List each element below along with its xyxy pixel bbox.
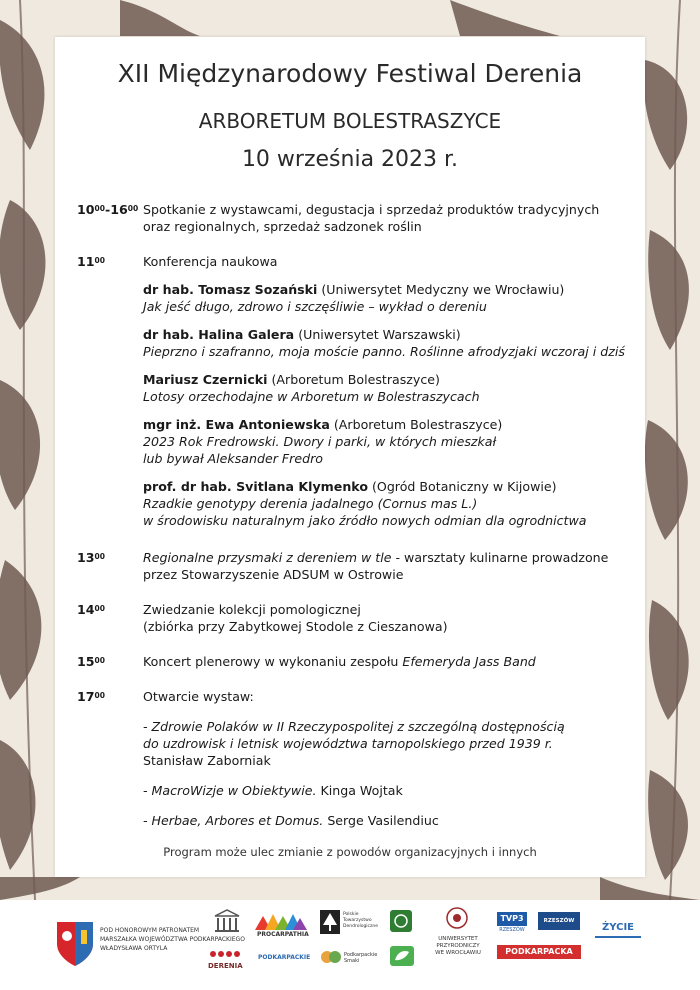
speaker-item [143,416,637,467]
time-label: $17^{00}$ [77,689,105,704]
band-name: Efemeryda Jass Band [402,654,536,669]
speaker-affiliation: (Uniwersytet Warszawski) [294,327,461,342]
radio-rzeszow-logo: RZESZÓW [538,912,580,930]
exhibition-title: do uzdrowisk i letnisk województwa tarnopolskiego przed 1939 r. [143,736,553,751]
exhibition-title: - MacroWizje w Obiektywie. [143,783,317,798]
talk-title: L.) [457,496,478,511]
time-label: $10^{00}-16^{00}$ [77,202,139,217]
zycie-logo: ŻYCIE [595,920,641,938]
speaker-affiliation: (Arboretum Bolestraszyce) [329,417,503,432]
sponsor-logos-bar [0,900,700,990]
exhibition-item [143,782,637,799]
entry-label: Konferencja naukowa [143,254,278,269]
entry-text: Zwiedzanie kolekcji pomologicznej [143,602,361,617]
speaker-name: Mariusz Czernicki [143,372,268,387]
speaker-affiliation: (Arboretum Bolestraszyce) [267,372,440,387]
procarpathia-mountains-icon [255,912,307,930]
smaki-icon [320,950,342,964]
entry-text: Koncert plenerowy w wykonaniu zespołu [143,654,403,669]
building-icon [213,908,241,934]
talk-title: Jak jeść długo, zdrowo i szczęśliwie – wykład o dereniu [143,299,487,314]
green-emblem-icon [390,910,412,932]
university-crest-icon [446,906,468,930]
event-date: 10 września 2023 r. [241,147,459,172]
speaker-name: prof. dr hab. Svitlana Klymenko [143,479,368,494]
program-card [55,37,645,877]
entry-text: przez Stowarzyszenie ADSUM w Ostrowie [143,567,404,582]
talk-title: Lotosy orzechodajne w Arboretum w Bolestraszycach [143,389,480,404]
speaker-item [143,371,637,405]
university-logo-text: UNIWERSYTET PRZYRODNICZY WE WROCŁAWIU [435,936,481,956]
entry-text: Spotkanie z wystawcami, degustacja i sprzedaż produktów tradycyjnych [143,202,600,217]
exhibition-item [143,812,637,829]
program-entry-17 [77,688,637,829]
festival-title: XII Międzynarodowy Festiwal Derenia [117,59,583,88]
speaker-item [143,478,637,529]
speaker-affiliation: (Ogród Botaniczny w Kijowie) [367,479,557,494]
podkarpackie-logo-text: PODKARPACKIE [258,954,311,961]
workshop-title: Regionalne przysmaki z dereniem w tle [143,550,392,565]
green-leaf-icon [390,946,414,966]
exhibition-author: Stanisław Zaborniak [143,753,271,768]
time-label: $15^{00}$ [77,654,105,669]
exhibition-title: - Zdrowie Polaków w II Rzeczypospolitej z szczególną dostępnością [143,719,565,734]
speaker-name: mgr inż. Ewa Antoniewska [143,417,330,432]
smaki-logo-text: Podkarpackie Smaki [344,952,378,964]
program-entry-15 [77,653,637,670]
derenia-logo-text: DERENIA [208,962,243,970]
entry-text: - warsztaty kulinarne prowadzone [391,550,609,565]
talk-title: Pieprzno i szafranno, moja moście panno. Roślinne afrodyzjaki wczoraj i dziś [143,344,625,359]
speaker-affiliation: (Uniwersytet Medyczny we Wrocławiu) [317,282,565,297]
talk-title: 2023 Rok Fredrowski. Dwory i parki, w których mieszkał [143,434,497,449]
disclaimer-note: Program może ulec zmianie z powodów organizacyjnych i innych [163,845,537,859]
tree-icon [320,910,340,934]
entry-label: Otwarcie wystaw: [143,689,254,704]
procarpathia-logo-text: PROCARPATHIA [257,931,309,938]
coat-of-arms-icon [55,918,95,968]
talk-title: Rzadkie genotypy derenia jadalnego ( [143,496,383,511]
time-label: $14^{00}$ [77,602,105,617]
time-label: $11^{00}$ [77,254,105,269]
society-logo-text: Polskie Towarzystwo Dendrologiczne [343,912,379,929]
speaker-item [143,326,637,360]
entry-text: (zbiórka przy Zabytkowej Stodole z Cieszanowa) [143,619,448,634]
exhibition-item [143,718,637,769]
tv-podkarpacka-logo: PODKARPACKA [497,945,581,959]
speaker-name: dr hab. Halina Galera [143,327,295,342]
exhibition-author: Kinga Wojtak [316,783,403,798]
program-entry-11 [77,253,637,529]
talk-title: w środowisku naturalnym jako źródło nowych odmian dla ogrodnictwa [143,513,587,528]
entry-text: oraz regionalnych, sprzedaż sadzonek roślin [143,219,422,234]
program-list [77,201,637,829]
exhibition-author: Serge Vasilendiuc [323,813,439,828]
program-entry-10 [77,201,637,235]
dots-icon [210,950,244,958]
patronage-text: POD HONOROWYM PATRONATEM MARSZAŁKA WOJEWÓDZTWA PODKARPACKIEGO WŁADYSŁAWA ORTYLA [100,927,245,952]
tvp3-logo: TVP3 [497,912,527,926]
program-entry-13 [77,549,637,583]
time-label: $13^{00}$ [77,550,105,565]
venue-name: ARBORETUM BOLESTRASZYCE [198,109,502,133]
talk-title: lub bywał Aleksander Fredro [143,451,323,466]
program-entry-14 [77,601,637,635]
speaker-name: dr hab. Tomasz Sozański [143,282,318,297]
species-name: Cornus mas [382,496,458,511]
tvp3-subtitle: RZESZÓW [499,927,525,933]
exhibition-title: - Herbae, Arbores et Domus. [143,813,324,828]
speaker-item [143,281,637,315]
